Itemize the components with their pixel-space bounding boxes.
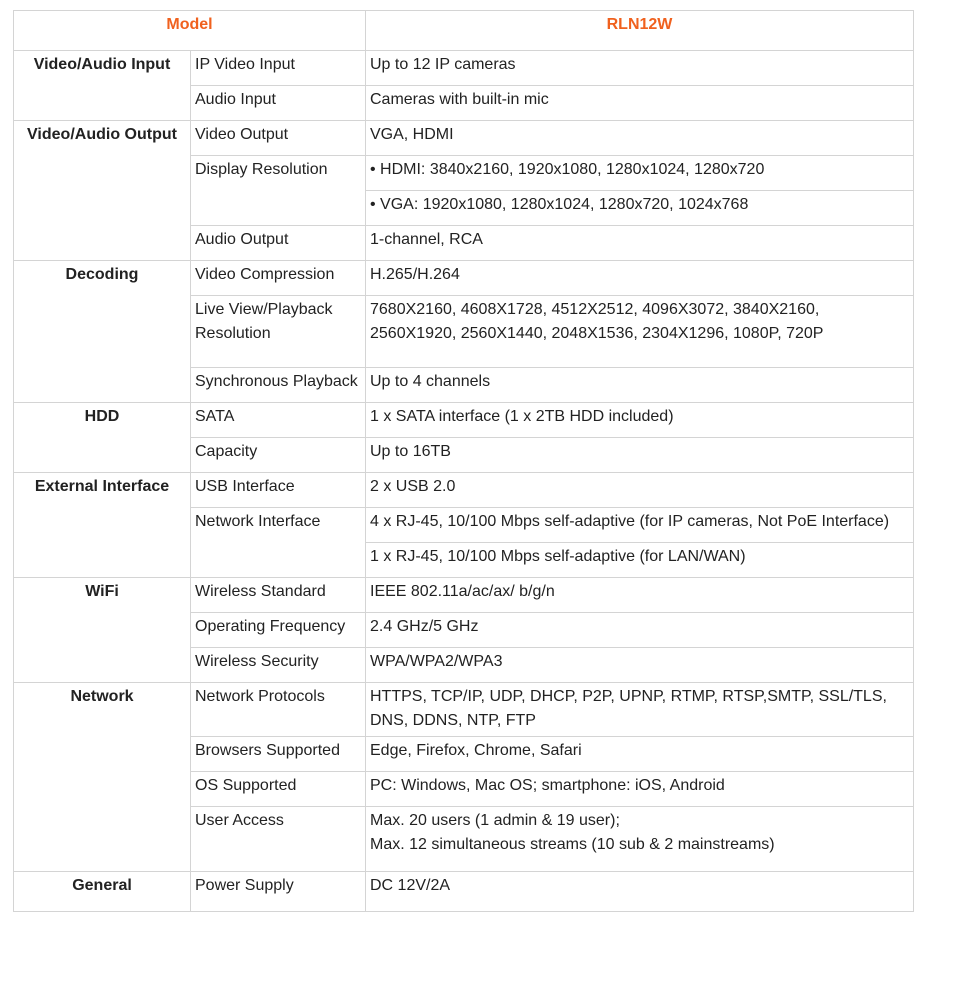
spec-group: Decoding: [14, 261, 191, 403]
spec-label: Power Supply: [191, 872, 366, 912]
spec-group: WiFi: [14, 578, 191, 683]
spec-value: 1 x SATA interface (1 x 2TB HDD included): [366, 403, 914, 438]
spec-group: Video/Audio Output: [14, 121, 191, 261]
spec-value: H.265/H.264: [366, 261, 914, 296]
spec-value: Up to 12 IP cameras: [366, 51, 914, 86]
spec-label: Wireless Security: [191, 648, 366, 683]
spec-value: • HDMI: 3840x2160, 1920x1080, 1280x1024, 1280x720: [366, 156, 914, 191]
table-row: [14, 121, 914, 156]
spec-value: 2.4 GHz/5 GHz: [366, 613, 914, 648]
header-row: [14, 11, 914, 51]
spec-label: Wireless Standard: [191, 578, 366, 613]
spec-label: Network Interface: [191, 508, 366, 578]
spec-label: Video Output: [191, 121, 366, 156]
spec-value: 2 x USB 2.0: [366, 473, 914, 508]
model-header: Model: [14, 11, 366, 51]
spec-value: DC 12V/2A: [366, 872, 914, 912]
spec-value: Up to 16TB: [366, 438, 914, 473]
spec-body: [14, 51, 914, 912]
spec-value: 1 x RJ-45, 10/100 Mbps self-adaptive (for LAN/WAN): [366, 543, 914, 578]
spec-value: Up to 4 channels: [366, 368, 914, 403]
spec-group: HDD: [14, 403, 191, 473]
model-value-header: RLN12W: [366, 11, 914, 51]
spec-group: External Interface: [14, 473, 191, 578]
spec-value: PC: Windows, Mac OS; smartphone: iOS, Android: [366, 772, 914, 807]
spec-label: OS Supported: [191, 772, 366, 807]
spec-label: Display Resolution: [191, 156, 366, 226]
spec-label: Audio Output: [191, 226, 366, 261]
table-row: [14, 872, 914, 912]
spec-label: Capacity: [191, 438, 366, 473]
spec-group: Video/Audio Input: [14, 51, 191, 121]
spec-value: • VGA: 1920x1080, 1280x1024, 1280x720, 1024x768: [366, 191, 914, 226]
spec-group: Network: [14, 683, 191, 872]
spec-label: Browsers Supported: [191, 737, 366, 772]
table-row: [14, 403, 914, 438]
spec-value: Cameras with built-in mic: [366, 86, 914, 121]
spec-value: 4 x RJ-45, 10/100 Mbps self-adaptive (for IP cameras, Not PoE Interface): [366, 508, 914, 543]
spec-label: Network Protocols: [191, 683, 366, 737]
spec-label: Audio Input: [191, 86, 366, 121]
spec-label: Video Compression: [191, 261, 366, 296]
spec-label: SATA: [191, 403, 366, 438]
spec-value: WPA/WPA2/WPA3: [366, 648, 914, 683]
spec-value: IEEE 802.11a/ac/ax/ b/g/n: [366, 578, 914, 613]
table-row: [14, 261, 914, 296]
spec-label: User Access: [191, 807, 366, 872]
table-row: [14, 683, 914, 737]
table-row: [14, 578, 914, 613]
table-row: [14, 473, 914, 508]
spec-label: USB Interface: [191, 473, 366, 508]
spec-label: IP Video Input: [191, 51, 366, 86]
spec-value: VGA, HDMI: [366, 121, 914, 156]
spec-label: Synchronous Playback: [191, 368, 366, 403]
spec-value: Max. 20 users (1 admin & 19 user); Max. 12 simultaneous streams (10 sub & 2 mainstreams): [366, 807, 914, 872]
spec-group: General: [14, 872, 191, 912]
spec-table: [13, 10, 914, 912]
spec-label: Live View/Playback Resolution: [191, 296, 366, 368]
spec-value: Edge, Firefox, Chrome, Safari: [366, 737, 914, 772]
spec-value: 7680X2160, 4608X1728, 4512X2512, 4096X3072, 3840X2160, 2560X1920, 2560X1440, 2048X1536, 2304X1296, 1080P, 720P: [366, 296, 914, 368]
spec-value: HTTPS, TCP/IP, UDP, DHCP, P2P, UPNP, RTMP, RTSP,SMTP, SSL/TLS, DNS, DDNS, NTP, FTP: [366, 683, 914, 737]
table-row: [14, 51, 914, 86]
spec-label: Operating Frequency: [191, 613, 366, 648]
spec-value: 1-channel, RCA: [366, 226, 914, 261]
